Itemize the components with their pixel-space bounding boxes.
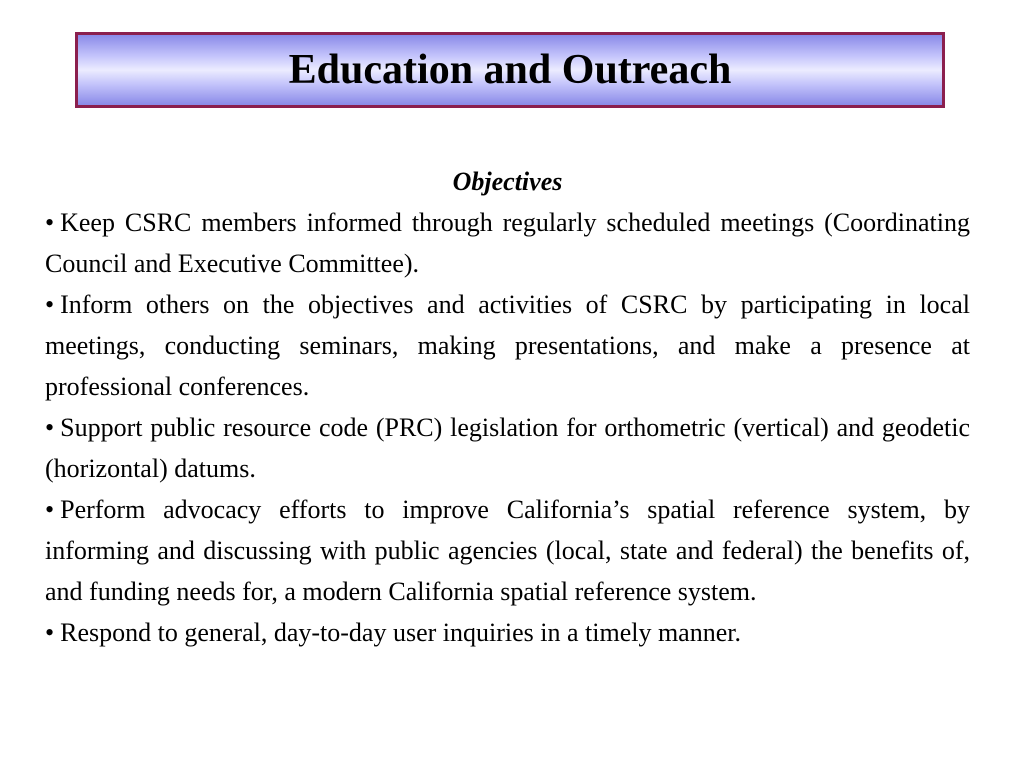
objectives-list xyxy=(45,202,970,653)
bullet-text: Respond to general, day-to-day user inquiries in a timely manner. xyxy=(60,618,741,647)
bullet-text: Keep CSRC members informed through regularly scheduled meetings (Coordinating Council and Executive Committee). xyxy=(45,208,970,278)
list-item xyxy=(45,202,970,284)
objectives-heading: Objectives xyxy=(452,167,563,196)
bullet-text: Perform advocacy efforts to improve California’s spatial reference system, by informing and discussing with public agencies (local, state and federal) the benefits of, and funding needs for, a modern California spatial reference system. xyxy=(45,495,970,606)
bullet-icon: • xyxy=(45,208,55,237)
bullet-icon: • xyxy=(45,495,55,524)
list-item xyxy=(45,612,970,653)
slide-title: Education and Outreach xyxy=(288,47,732,93)
bullet-text: Support public resource code (PRC) legislation for orthometric (vertical) and geodetic (horizontal) datums. xyxy=(45,413,970,483)
slide-body xyxy=(45,162,970,653)
list-item xyxy=(45,284,970,407)
bullet-text: Inform others on the objectives and activities of CSRC by participating in local meetings, conducting seminars, making presentations, and make a presence at professional conferences. xyxy=(45,290,970,401)
list-item xyxy=(45,489,970,612)
bullet-icon: • xyxy=(45,413,55,442)
title-banner xyxy=(75,32,945,108)
bullet-icon: • xyxy=(45,618,55,647)
list-item xyxy=(45,407,970,489)
bullet-icon: • xyxy=(45,290,55,319)
